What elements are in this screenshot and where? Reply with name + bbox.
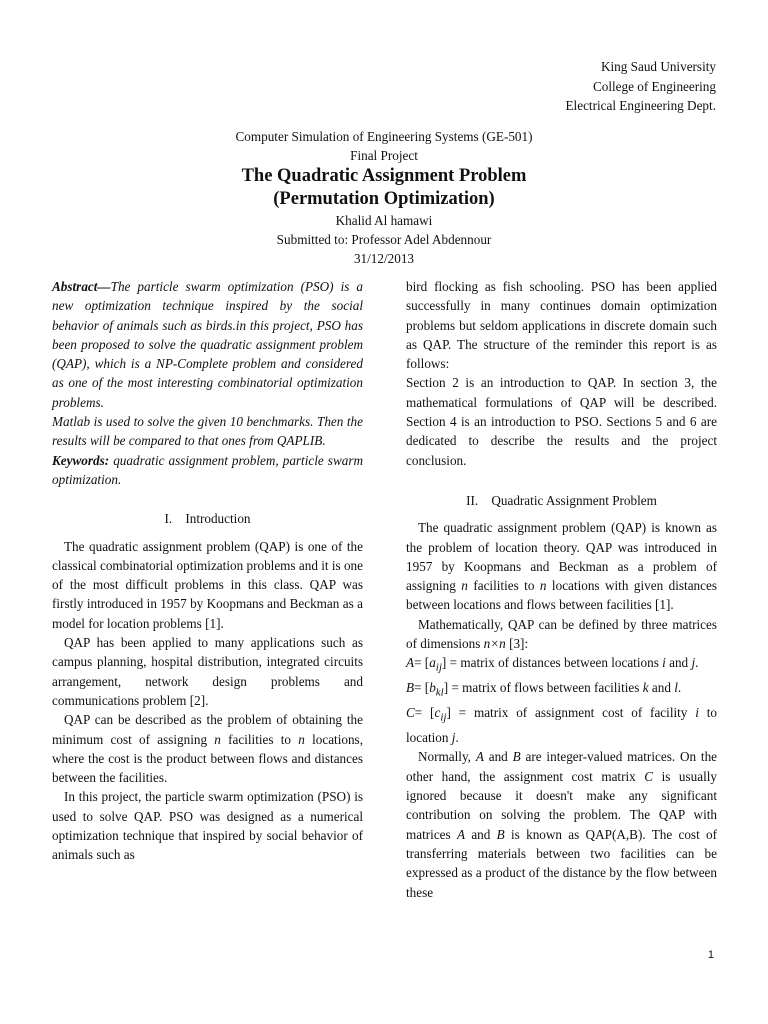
title-block bbox=[0, 127, 768, 268]
qap-paragraph-2 bbox=[406, 615, 717, 654]
text-run: and bbox=[483, 749, 513, 765]
matrix-b-definition bbox=[406, 678, 717, 703]
abstract bbox=[52, 277, 363, 412]
text-run: = [ bbox=[414, 655, 430, 671]
left-column bbox=[52, 277, 363, 865]
math-var: a bbox=[429, 655, 436, 671]
text-run: is known as QAP(A,B). The cost of transferring materials between two facilities can be expressed as a product of the distance by the flow between these bbox=[406, 826, 718, 900]
text-run: = [ bbox=[414, 680, 430, 696]
university: King Saud University bbox=[600, 59, 716, 74]
abstract-matlab: Matlab is used to solve the given 10 benchmarks. Then the results will be compared to that ones from QAPLIB. bbox=[52, 414, 363, 449]
math-var: A bbox=[456, 826, 466, 842]
text-run: ] = matrix of distances between locations bbox=[441, 655, 663, 671]
text-run: are integer-valued matrices. On the other hand, the assignment cost matrix bbox=[406, 749, 718, 784]
math-sub: kl bbox=[435, 686, 444, 699]
text-run: and bbox=[465, 826, 497, 842]
math-var: B bbox=[512, 749, 521, 765]
math-sub: ij bbox=[435, 661, 442, 674]
text-run: is usually ignored because it doesn't make any significant contribution on solving the problem. The QAP with matrices bbox=[406, 768, 717, 842]
matrix-c-definition bbox=[406, 703, 717, 747]
text-run: The quadratic assignment problem (QAP) is known as the problem of location theory. QAP was introduced in 1957 by Koopmans and Beckman as a problem of assigning bbox=[406, 520, 717, 594]
math-sub: ij bbox=[440, 711, 447, 724]
report-structure: Section 2 is an introduction to QAP. In section 3, the mathematical formulations of QAP will be described. Section 4 is an introduction to PSO. Sections 5 and 6 are dedicated to describe the results and the project conclusion. bbox=[406, 375, 717, 468]
math-var: B bbox=[406, 680, 415, 696]
math-var: A bbox=[475, 749, 484, 765]
math-var: l bbox=[674, 680, 678, 696]
page-number: 1 bbox=[707, 949, 714, 961]
course-name: Computer Simulation of Engineering Systems (GE-501) bbox=[235, 129, 533, 144]
text-run: = [ bbox=[414, 705, 435, 721]
intro-continued: bird flocking as fish schooling. PSO has been applied successfully in many continues domain optimization problems but seldom applications in discrete domain such as QAP. The structure of the reminder this report is as follows: bbox=[406, 279, 717, 372]
keywords-text: quadratic assignment problem, particle swarm optimization. bbox=[52, 452, 363, 487]
intro-paragraph-4: In this project, the particle swarm optimization (PSO) is used to solve QAP. PSO was designed as a numerical optimization technique that inspired by social behavior of animals such as bbox=[52, 789, 363, 863]
paper-title-line2: (Permutation Optimization) bbox=[273, 189, 495, 209]
keywords bbox=[52, 451, 363, 490]
math-n: n bbox=[539, 578, 547, 594]
matrix-a-definition bbox=[406, 653, 717, 678]
section-heading-qap: II. Quadratic Assignment Problem bbox=[466, 492, 657, 508]
right-column bbox=[406, 277, 717, 902]
keywords-label: Keywords: bbox=[52, 452, 110, 468]
section-heading-introduction: I. Introduction bbox=[164, 511, 251, 527]
math-var: j bbox=[691, 655, 696, 671]
qap-paragraph-1 bbox=[406, 518, 717, 614]
text-run: QAP can be described as the problem of obtaining the minimum cost of assigning bbox=[52, 712, 363, 747]
department: Electrical Engineering Dept. bbox=[565, 98, 716, 113]
math-var: c bbox=[434, 705, 441, 721]
text-run: . bbox=[677, 680, 682, 696]
affiliation bbox=[566, 57, 717, 116]
math-var: C bbox=[406, 705, 415, 721]
math-var: k bbox=[642, 680, 649, 696]
text-run: and bbox=[665, 655, 692, 671]
text-run: facilities to bbox=[467, 578, 540, 594]
paper-title-line1: The Quadratic Assignment Problem bbox=[241, 166, 527, 186]
date: 31/12/2013 bbox=[353, 251, 415, 266]
intro-paragraph-1: The quadratic assignment problem (QAP) is one of the classical combinatorial optimization problems and it is one of the most difficult problems in this class. QAP was firstly introduced in 1957 by Koopmans and Beckman as a model for location problems [1]. bbox=[52, 538, 363, 631]
math-n: n bbox=[298, 731, 305, 747]
text-run: locations with given distances between locations and flows between facilities [1]. bbox=[406, 578, 717, 613]
project-label: Final Project bbox=[350, 148, 418, 163]
text-run: ] = matrix of flows between facilities bbox=[443, 680, 643, 696]
text-run: [3]: bbox=[505, 636, 529, 652]
college: College of Engineering bbox=[592, 78, 716, 94]
abstract-text: The particle swarm optimization (PSO) is a new optimization technique inspired by the social behavior of animals such as birds.in this project, PSO has been proposed to solve the quadratic assignment problem (QAP), which is a NP-Complete problem and considered as one of the most interesting combinatorial optimization problems. bbox=[52, 279, 363, 410]
math-var: B bbox=[496, 826, 505, 842]
text-run: locations, where the cost is the product between flows and distances between the facilities. bbox=[52, 731, 363, 786]
text-run: facilities to bbox=[220, 731, 299, 747]
text-run: ] = matrix of assignment cost of facility bbox=[446, 705, 696, 721]
math-dimension: n×n bbox=[483, 636, 506, 652]
qap-paragraph-3 bbox=[406, 747, 717, 901]
abstract-label: Abstract— bbox=[52, 279, 111, 294]
math-var: b bbox=[429, 680, 436, 696]
math-var: i bbox=[695, 705, 699, 721]
math-n: n bbox=[214, 731, 221, 747]
math-var: A bbox=[406, 655, 415, 671]
text-run: Normally, bbox=[418, 749, 476, 765]
text-run: . bbox=[695, 655, 699, 671]
text-run: . bbox=[455, 730, 459, 746]
math-var: C bbox=[644, 768, 654, 784]
text-run: Mathematically, QAP can be defined by three matrices of dimensions bbox=[406, 616, 717, 652]
author: Khalid Al hamawi bbox=[335, 213, 433, 228]
submitted-to: Submitted to: Professor Adel Abdennour bbox=[276, 232, 492, 247]
intro-paragraph-3 bbox=[52, 710, 363, 787]
intro-paragraph-2: QAP has been applied to many applications such as campus planning, hospital distribution, integrated circuits arrangement, network design problems and communications problem [2]. bbox=[52, 635, 363, 708]
math-var: j bbox=[451, 730, 456, 746]
math-n: n bbox=[461, 578, 468, 594]
math-var: i bbox=[662, 655, 666, 671]
text-run: and bbox=[648, 680, 675, 696]
text-run: to location bbox=[406, 705, 717, 746]
